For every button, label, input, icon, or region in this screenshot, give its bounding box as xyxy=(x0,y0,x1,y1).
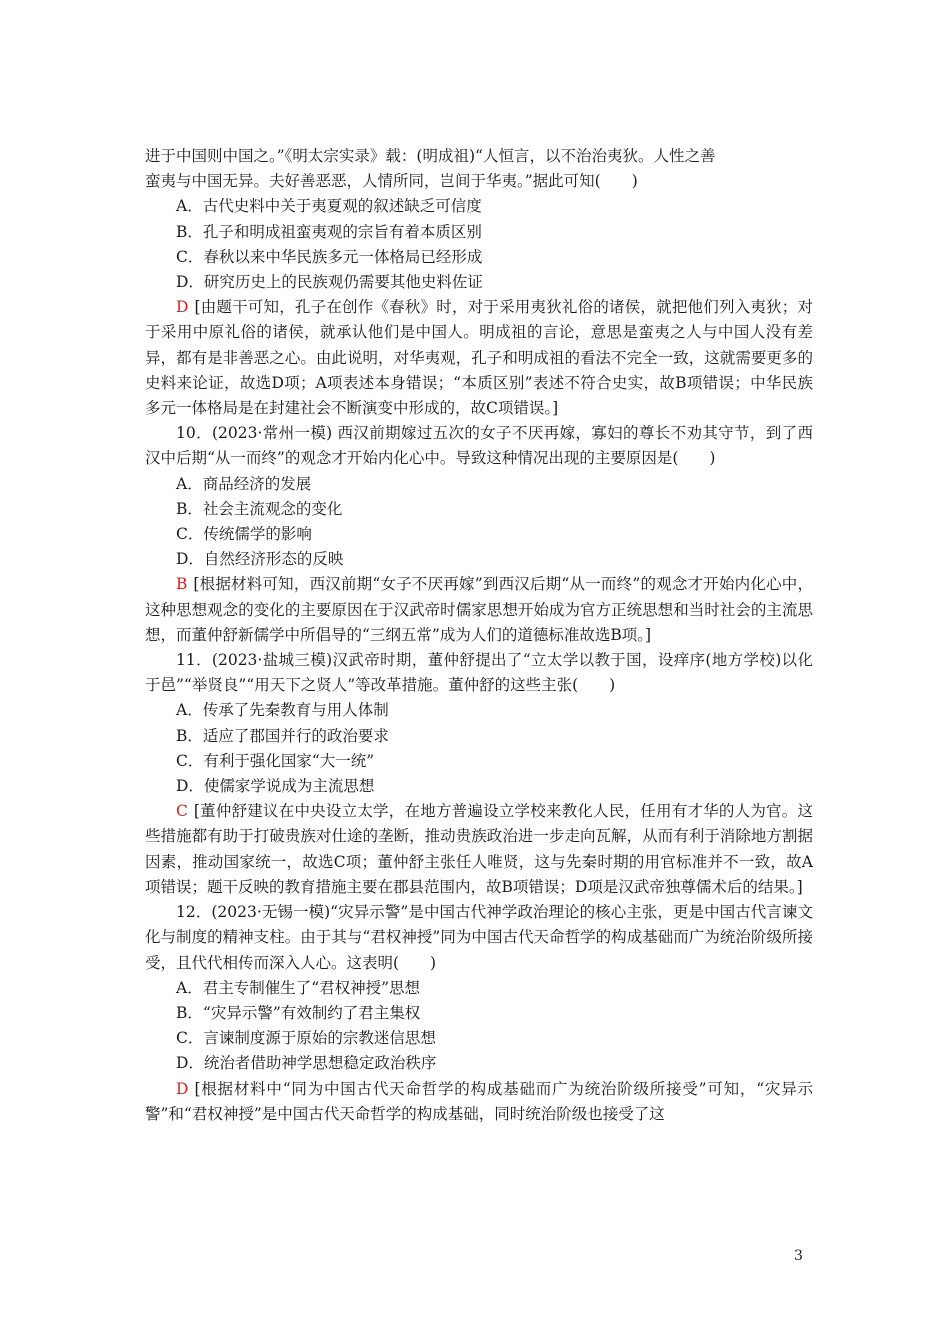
q11-option-d: D．使儒家学说成为主流思想 xyxy=(176,777,375,796)
q12-explanation: [根据材料中“同为中国古代天命哲学的构成基础而广为统治阶级所接受”可知，“灾异示警”和“君权神授”是中国古代天命哲学的构成基础，同时统治阶级也接受了这 xyxy=(145,1079,813,1123)
q12-stem: 12．(2023·无锡一模)“灾异示警”是中国古代神学政治理论的核心主张，更是中国古代言谏文化与制度的精神支柱。由于其与“君权神授”同为中国古代天命哲学的构成基础而广为统治阶级所接受，且代代相传而深入人心。这表明( ) xyxy=(145,903,813,972)
q12-option-b: B．“灾异示警”有效制约了君主集权 xyxy=(176,1003,421,1022)
q12-option-a: A．君主专制催生了“君权神授”思想 xyxy=(176,978,421,997)
intro-line-1: 进于中国则中国之。”《明太宗实录》载：(明成祖)“人恒言，以不治治夷狄。人性之善 xyxy=(145,147,716,165)
q9-explanation: [由题干可知，孔子在创作《春秋》时，对于采用夷狄礼俗的诸侯，就把他们列入夷狄；对于采用中原礼俗的诸侯，就承认他们是中国人。明成祖的言论，意思是蛮夷之人与中国人没有差异，都有是非善恶之心。由此说明，对华夷观，孔子和明成祖的看法不完全一致，这就需要更多的史料来论证，故选D项；A项表述本身错误；“本质区别”表述不符合史实，故B项错误；中华民族多元一体格局是在封建社会不断演变中形成的，故C项错误。] xyxy=(145,298,813,418)
page-number: 3 xyxy=(794,1248,803,1264)
q12-answer xyxy=(145,1077,813,1127)
q10-option-c: C．传统儒学的影响 xyxy=(176,525,312,544)
q11-option-b: B．适应了郡国并行的政治要求 xyxy=(176,726,389,745)
q11-explanation: [董仲舒建议在中央设立太学，在地方普遍设立学校来教化人民，任用有才华的人为官。这些措施都有助于打破贵族对仕途的垄断，推动贵族政治进一步走向瓦解，从而有利于消除地方割据因素，推动国家统一，故选C项；董仲舒主张任人唯贤，这与先秦时期的用官标准并不一致，故A项错误；题干反映的教育措施主要在郡县范围内，故B项错误；D项是汉武帝独尊儒术后的结果。] xyxy=(145,802,813,896)
q9-answer xyxy=(145,295,813,421)
q11-stem: 11．(2023·盐城三模)汉武帝时期，董仲舒提出了“立太学以教于国，设痒序(地方学校)以化于邑”“举贤良”“用天下之贤人”等改革措施。董仲舒的这些主张( ) xyxy=(145,651,813,695)
intro-line-2: 蛮夷与中国无异。夫好善恶恶，人情所同，岂间于华夷。”据此可知( ) xyxy=(145,172,638,191)
q9-answer-letter: D xyxy=(176,298,189,317)
q11-option-c: C．有利于强化国家“大一统” xyxy=(176,751,375,770)
q10-answer-letter: B xyxy=(176,575,188,594)
q12-option-c: C．言谏制度源于原始的宗教迷信思想 xyxy=(176,1029,436,1048)
q10-answer xyxy=(145,572,813,648)
q10-option-a: A．商品经济的发展 xyxy=(176,474,312,493)
q9-option-c: C．春秋以来中华民族多元一体格局已经形成 xyxy=(176,247,483,266)
page-content xyxy=(145,144,813,1127)
q9-option-b: B．孔子和明成祖蛮夷观的宗旨有着本质区别 xyxy=(176,222,482,241)
q11-answer xyxy=(145,799,813,900)
q12-option-d: D．统治者借助神学思想稳定政治秩序 xyxy=(176,1054,437,1073)
q10-option-d: D．自然经济形态的反映 xyxy=(176,550,344,569)
q12-answer-letter: D xyxy=(176,1079,189,1098)
q11-answer-letter: C xyxy=(176,802,188,821)
q10-stem: 10．(2023·常州一模) 西汉前期嫁过五次的女子不厌再嫁，寡妇的尊长不劝其守节，到了西汉中后期“从一而终”的观念才开始内化心中。导致这种情况出现的主要原因是( ) xyxy=(145,424,813,468)
q11-option-a: A．传承了先秦教育与用人体制 xyxy=(176,701,389,720)
q9-option-d: D．研究历史上的民族观仍需要其他史料佐证 xyxy=(176,273,483,292)
q10-option-b: B．社会主流观念的变化 xyxy=(176,499,343,518)
q10-explanation: [根据材料可知，西汉前期“女子不厌再嫁”到西汉后期“从一而终”的观念才开始内化心中，这种思想观念的变化的主要原因在于汉武帝时儒家思想开始成为官方正统思想和当时社会的主流思想，而董仲舒新儒学中所倡导的“三纲五常”成为人们的道德标准故选B项。] xyxy=(145,575,813,644)
q9-option-a: A．古代史料中关于夷夏观的叙述缺乏可信度 xyxy=(176,197,482,216)
